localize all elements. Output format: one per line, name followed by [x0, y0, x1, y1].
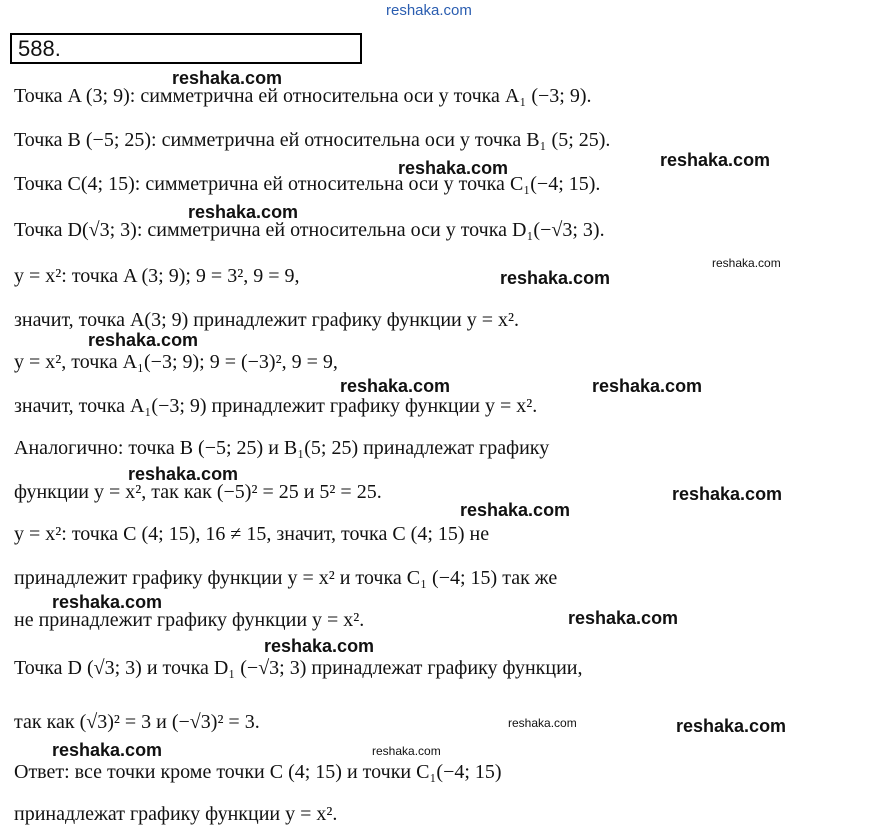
text-line: не принадлежит графику функции y = x². [14, 609, 365, 631]
text-line: принадлежат графику функции y = x². [14, 803, 338, 825]
text-line: так как (√3)² = 3 и (−√3)² = 3. [14, 711, 260, 733]
watermark: reshaka.com [676, 716, 787, 736]
watermark: reshaka.com [88, 330, 199, 350]
text-line: y = x², точка A₁(−3; 9); 9 = (−3)², 9 = 9, [14, 351, 338, 373]
watermark: reshaka.com [52, 592, 163, 612]
watermark: reshaka.com [398, 158, 509, 178]
task-number: 588. [10, 33, 362, 64]
text-line: Точка C(4; 15): симметрична ей относительна оси y точка C₁(−4; 15). [14, 173, 601, 195]
text-line: значит, точка A(3; 9) принадлежит графику функции y = x². [14, 309, 520, 331]
watermark: reshaka.com [712, 256, 781, 270]
text-line: значит, точка A₁(−3; 9) принадлежит графику функции y = x². [14, 395, 538, 417]
watermark: reshaka.com [660, 150, 771, 170]
text-line: y = x²: точка C (4; 15), 16 ≠ 15, значит, точка C (4; 15) не [14, 523, 490, 545]
watermark: reshaka.com [188, 202, 299, 222]
watermark: reshaka.com [52, 740, 163, 760]
text-line: функции y = x², так как (−5)² = 25 и 5² = 25. [14, 481, 382, 503]
watermark: reshaka.com [500, 268, 611, 288]
watermark: reshaka.com [568, 608, 679, 628]
watermark: reshaka.com [340, 376, 451, 396]
text-line: Аналогично: точка B (−5; 25) и B₁(5; 25) принадлежат графику [14, 437, 550, 459]
text-line: Точка D(√3; 3): симметрична ей относительна оси y точка D₁(−√3; 3). [14, 219, 605, 241]
watermark: reshaka.com [172, 68, 283, 88]
text-line: y = x²: точка A (3; 9); 9 = 3², 9 = 9, [14, 265, 300, 287]
watermark: reshaka.com [264, 636, 375, 656]
site-watermark-top: reshaka.com [386, 2, 472, 19]
watermark: reshaka.com [592, 376, 703, 396]
text-line: Точка A (3; 9): симметрична ей относительна оси y точка A₁ (−3; 9). [14, 85, 592, 107]
watermark: reshaka.com [508, 716, 577, 730]
watermark: reshaka.com [128, 464, 239, 484]
text-line: Ответ: все точки кроме точки C (4; 15) и точки C₁(−4; 15) [14, 761, 502, 783]
text-line: Точка D (√3; 3) и точка D₁ (−√3; 3) принадлежат графику функции, [14, 657, 583, 679]
watermark: reshaka.com [372, 744, 441, 758]
text-line: принадлежит графику функции y = x² и точка C₁ (−4; 15) так же [14, 567, 558, 589]
watermark: reshaka.com [460, 500, 571, 520]
watermark: reshaka.com [672, 484, 783, 504]
text-line: Точка B (−5; 25): симметрична ей относительна оси y точка B₁ (5; 25). [14, 129, 611, 151]
